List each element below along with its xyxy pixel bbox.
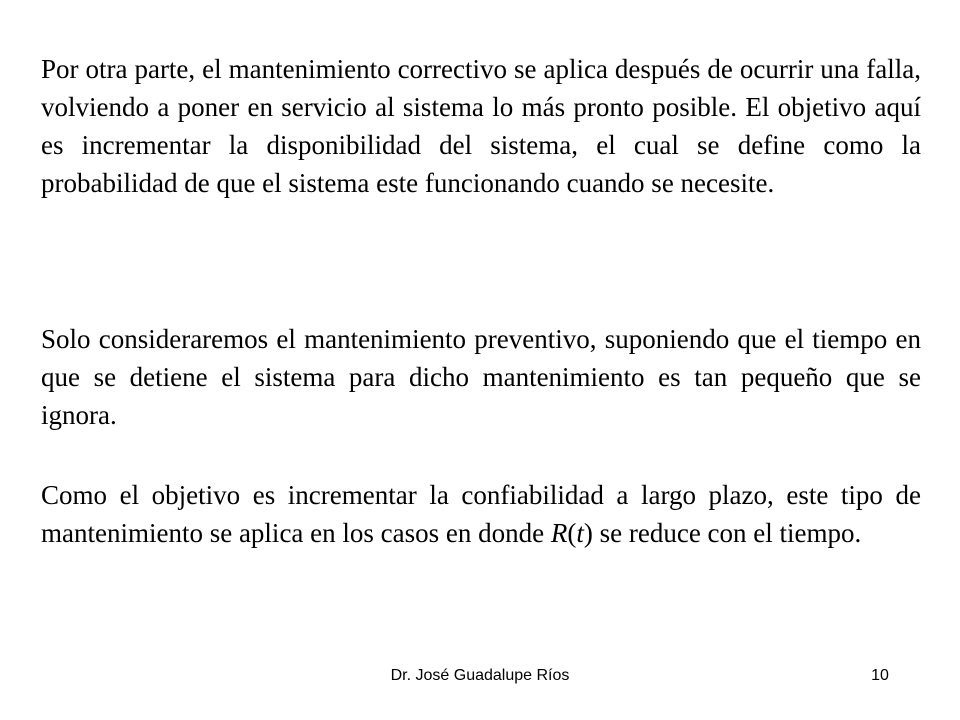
paragraph-text-after: se reduce con el tiempo. bbox=[592, 518, 862, 548]
paragraph-corrective-maintenance: Por otra parte, el mantenimiento correctivo se aplica después de ocurrir una falla, volviendo a poner en servicio al sistema lo más pronto posible. El objetivo aquí es incrementar la disponibilidad del sistema, el cual se define como la probabilidad de que el sistema este funcionando cuando se necesite. bbox=[41, 54, 921, 198]
footer-author: Dr. José Guadalupe Ríos bbox=[390, 667, 570, 684]
formula-close-paren: ) bbox=[583, 518, 593, 548]
paragraph-text-before: Como el objetivo es incrementar la confiabilidad a largo plazo, este tipo de mantenimiento se aplica en los casos en donde bbox=[41, 480, 921, 548]
page-number: 10 bbox=[871, 667, 889, 684]
formula-t: t bbox=[576, 518, 584, 548]
formula-r: R bbox=[550, 518, 568, 548]
paragraph-reliability-objective bbox=[41, 476, 921, 552]
formula-open-paren: ( bbox=[567, 518, 577, 548]
paragraph-preventive-maintenance: Solo consideraremos el mantenimiento preventivo, suponiendo que el tiempo en que se detiene el sistema para dicho mantenimiento es tan pequeño que se ignora. bbox=[41, 324, 921, 430]
